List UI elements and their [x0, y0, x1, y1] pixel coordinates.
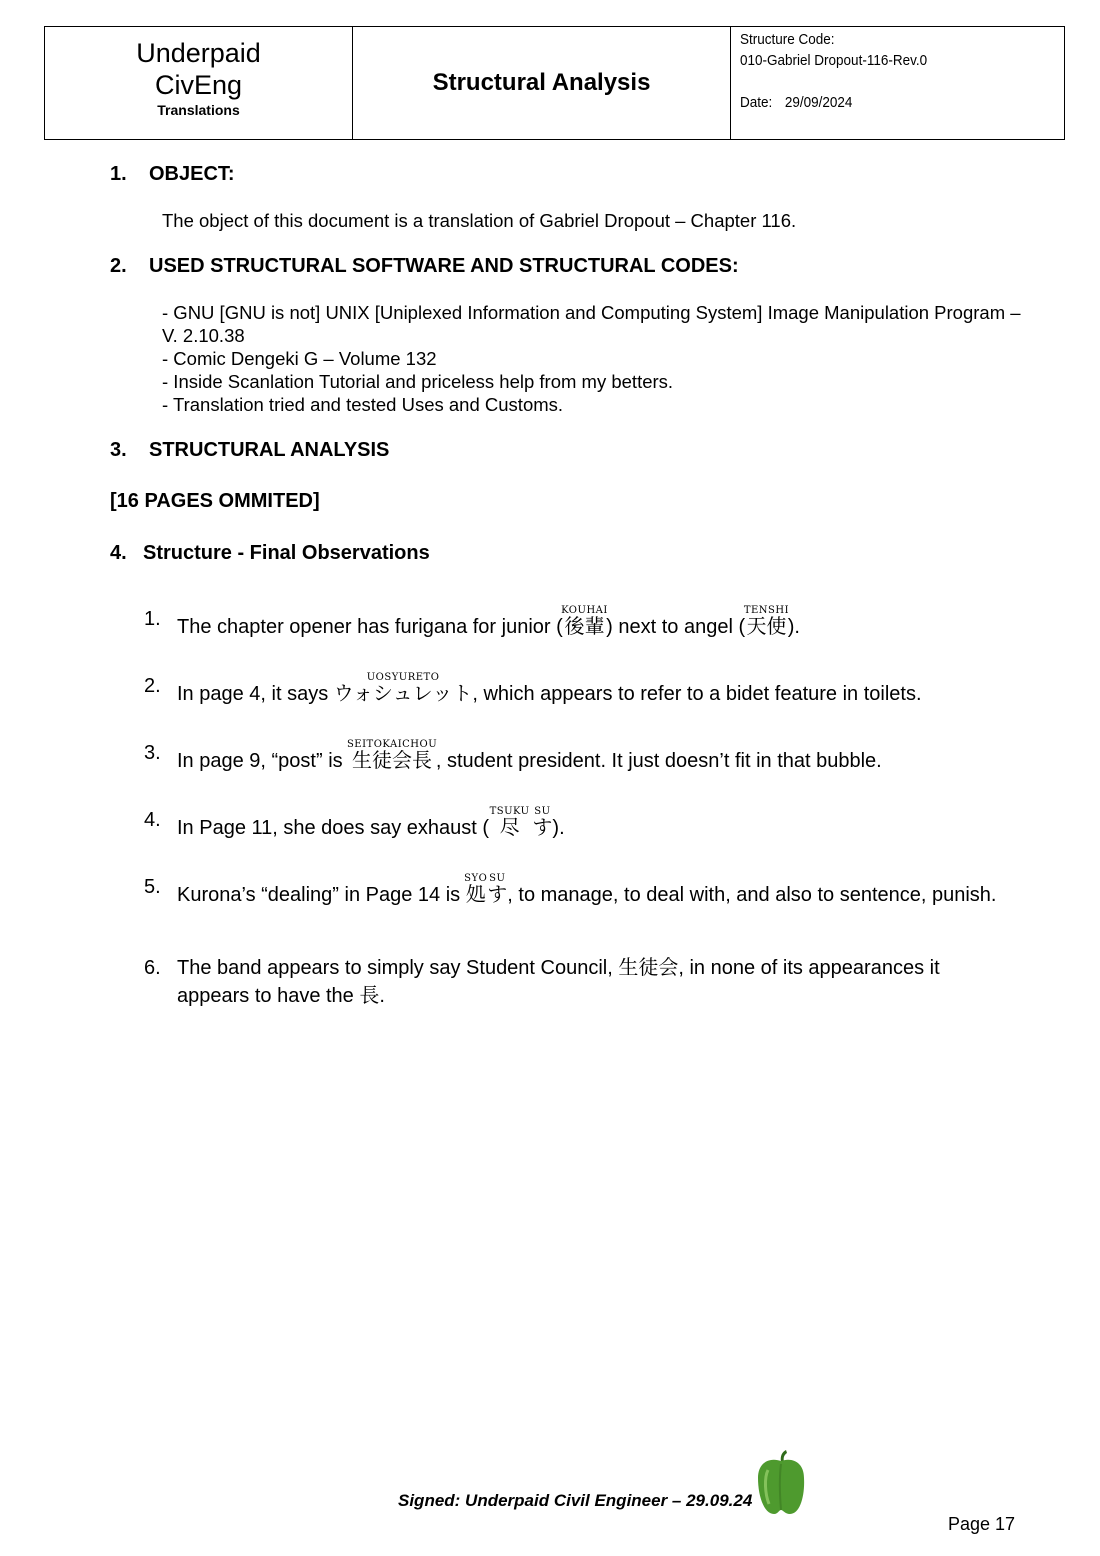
green-pepper-icon	[748, 1448, 814, 1518]
section-3-number: 3.	[110, 439, 127, 461]
list-item: - Translation tried and tested Uses and Customs.	[162, 394, 564, 415]
signature-line: Signed: Underpaid Civil Engineer – 29.09.24	[398, 1491, 753, 1510]
section-4-heading	[110, 542, 430, 565]
document-header	[44, 26, 1065, 140]
furigana-kouhai: 後輩KOUHAI	[561, 605, 608, 638]
section-3-title: STRUCTURAL ANALYSIS	[149, 439, 390, 461]
info-cell	[731, 27, 1064, 139]
page-number: Page 17	[948, 1514, 1016, 1534]
section-3-heading	[110, 439, 389, 462]
section-2-title: USED STRUCTURAL SOFTWARE AND STRUCTURAL CODES:	[149, 255, 739, 277]
date-label: Date:	[740, 94, 773, 111]
furigana-uosyureto: ウォシュレットUOSYURETO	[333, 672, 473, 705]
furigana-syo: 処SYO	[464, 873, 488, 906]
section-1-text	[162, 209, 1022, 232]
observation-text: The chapter opener has furigana for junior (後輩KOUHAI) next to angel (天使TENSHI).	[177, 605, 800, 638]
title-cell	[353, 27, 731, 139]
list-item: - GNU [GNU is not] UNIX [Uniplexed Information and Computing System] Image Manipulation Program – V. 2.10.38	[162, 302, 1021, 346]
software-list	[162, 301, 1024, 416]
brand-subtitle: Translations	[157, 102, 240, 118]
brand-name-line1: Underpaid	[136, 38, 261, 68]
structure-code-label: Structure Code:	[740, 31, 835, 48]
pepper-groove	[780, 1464, 781, 1510]
section-2-number: 2.	[110, 255, 127, 277]
observation-number: 1.	[144, 608, 161, 630]
observation-number: 5.	[144, 876, 161, 898]
observation-number: 3.	[144, 742, 161, 764]
date-line	[740, 92, 1032, 113]
section-4-number: 4.	[110, 542, 127, 564]
list-item: - Comic Dengeki G – Volume 132	[162, 348, 437, 369]
observation-number: 2.	[144, 675, 161, 697]
furigana-seitokaichou: 生徒会長SEITOKAICHOU	[346, 739, 438, 772]
furigana-su: すSU	[532, 806, 553, 839]
observation-text: Kurona’s “dealing” in Page 14 is 処SYOすSU, to manage, to deal with, and also to sentence, punish.	[177, 873, 997, 906]
structure-code-value: 010-Gabriel Dropout-116-Rev.0	[740, 52, 928, 69]
observation-number: 4.	[144, 809, 161, 831]
brand-cell	[45, 27, 353, 139]
furigana-tenshi: 天使TENSHI	[743, 605, 790, 638]
observation-text: The band appears to simply say Student Council, 生徒会, in none of its appearances it appears to have the 長.	[177, 957, 940, 1007]
document-title: Structural Analysis	[432, 69, 651, 96]
observation-number: 6.	[144, 957, 161, 979]
section-1-title: OBJECT:	[149, 163, 235, 185]
furigana-su: すSU	[487, 873, 508, 906]
section-1-number: 1.	[110, 163, 127, 185]
section-4-title: Structure - Final Observations	[143, 542, 430, 564]
omitted-pages-note: [16 PAGES OMMITED]	[110, 490, 320, 512]
date-value: 29/09/2024	[784, 94, 853, 111]
brand-name-line2: CivEng	[154, 70, 243, 100]
list-item: - Inside Scanlation Tutorial and priceless help from my betters.	[162, 371, 674, 392]
section-1-heading	[110, 163, 235, 186]
observation-text: In Page 11, she does say exhaust ( 尽TSUKU すSU).	[177, 806, 565, 839]
furigana-tsuku: 尽TSUKU	[489, 806, 530, 839]
observation-text: In page 4, it says ウォシュレットUOSYURETO, which appears to refer to a bidet feature in toilets.	[177, 672, 922, 705]
section-2-heading	[110, 255, 739, 278]
object-paragraph: The object of this document is a translation of Gabriel Dropout – Chapter 116.	[162, 210, 797, 231]
observation-text: In page 9, “post” is 生徒会長SEITOKAICHOU, student president. It just doesn’t fit in that bubble.	[177, 739, 882, 772]
